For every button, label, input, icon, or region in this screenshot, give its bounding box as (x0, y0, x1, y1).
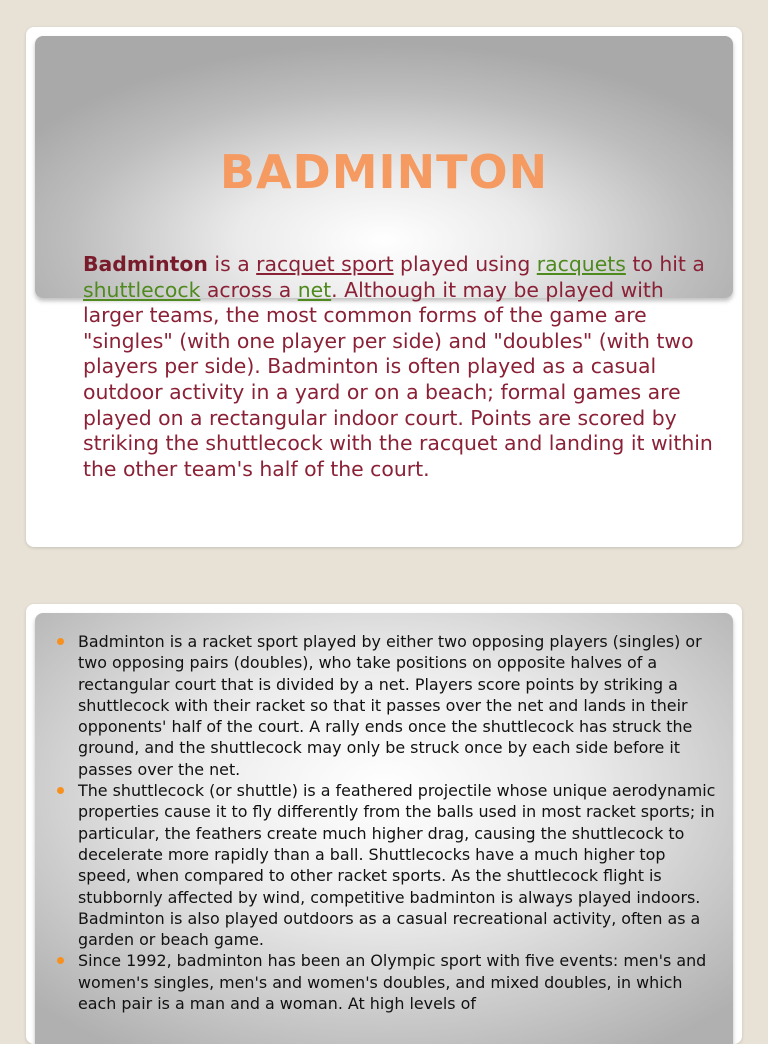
para-text-5: . Although it may be played with larger teams, the most common forms of the game are "singles" (with one player per side) and "doubles" (with two players per side). Badminton is often played as a casual outdoor activity in a yard or on a beach; formal games are played on a rectangular indoor court. Points are scored by striking the shuttlecock with the racquet and landing it within the other team's half of the court. (83, 277, 713, 481)
bullet-dot-icon (57, 957, 64, 964)
bullet-item (52, 631, 718, 780)
para-text-3: to hit a (625, 252, 705, 276)
intro-paragraph (83, 252, 713, 482)
bullet-dot-icon (57, 638, 64, 645)
para-text-4: across a (200, 277, 298, 302)
bullet-text: Since 1992, badminton has been an Olympic sport with five events: men's and women's singles, men's and women's doubles, and mixed doubles, in which each pair is a man and a woman. At high levels of (78, 951, 707, 1014)
para-text-1: is a (207, 252, 257, 276)
bullet-text: The shuttlecock (or shuttle) is a feathered projectile whose unique aerodynamic properties cause it to fly differently from the balls used in most racket sports; in particular, the feathers create much higher drag, causing the shuttlecock to decelerate more rapidly than a ball. Shuttlecocks have a much higher top speed, when compared to other racket sports. As the shuttlecock flight is stubbornly affected by wind, competitive badminton is always played indoors. Badminton is also played outdoors as a casual recreational activity, often as a garden or beach game. (78, 781, 716, 950)
slide-1 (26, 27, 742, 547)
link-racquets[interactable]: racquets (536, 252, 626, 276)
bullet-item (52, 780, 718, 950)
slide-title: BADMINTON (219, 145, 549, 199)
bold-term: Badminton (83, 252, 208, 276)
bullet-list (52, 631, 718, 1014)
bullet-text: Badminton is a racket sport played by either two opposing players (singles) or two opposing pairs (doubles), who take positions on opposite halves of a rectangular court that is divided by a net. Players score points by striking a shuttlecock with their racket so that it passes over the net and lands in their opponents' half of the court. A rally ends once the shuttlecock has struck the ground, and the shuttlecock may only be struck once by each side before it passes over the net. (78, 632, 702, 779)
slide-2 (26, 604, 742, 1044)
link-racquet-sport[interactable]: racquet sport (256, 252, 394, 276)
link-net[interactable]: net (297, 277, 332, 302)
bullet-item (52, 950, 718, 1014)
bullet-dot-icon (57, 787, 64, 794)
para-text-2: played using (393, 252, 537, 276)
link-shuttlecock[interactable]: shuttlecock (83, 277, 201, 302)
